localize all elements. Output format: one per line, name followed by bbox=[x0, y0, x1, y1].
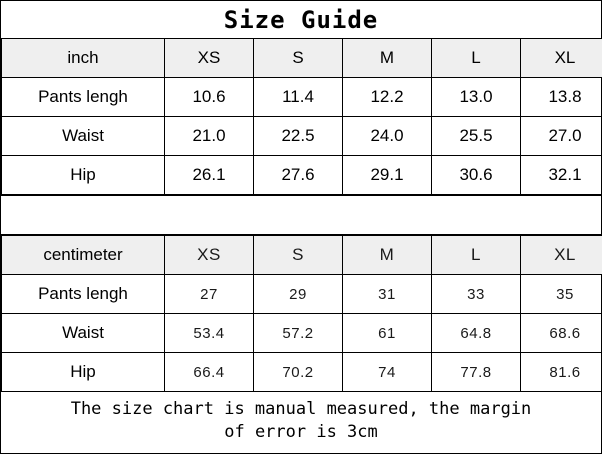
cell-value: 25.5 bbox=[432, 117, 521, 156]
cell-value: 11.4 bbox=[254, 78, 343, 117]
row-label: Waist bbox=[2, 117, 165, 156]
cell-value: 53.4 bbox=[165, 314, 254, 353]
measurement-disclaimer bbox=[1, 392, 601, 444]
cell-value: 24.0 bbox=[343, 117, 432, 156]
cell-value: 22.5 bbox=[254, 117, 343, 156]
column-header-xl: XL bbox=[521, 39, 602, 78]
column-header-s: S bbox=[254, 39, 343, 78]
disclaimer-line-1: The size chart is manual measured, the margin bbox=[70, 399, 532, 419]
row-label: Pants lengh bbox=[2, 275, 165, 314]
table-row bbox=[2, 353, 602, 392]
column-header-s: S bbox=[254, 236, 343, 275]
page-title: Size Guide bbox=[223, 6, 379, 34]
disclaimer-line-2: of error is 3cm bbox=[224, 421, 378, 442]
cell-value: 10.6 bbox=[165, 78, 254, 117]
column-header-unit: centimeter bbox=[2, 236, 165, 275]
cell-value: 12.2 bbox=[343, 78, 432, 117]
table-row bbox=[2, 275, 602, 314]
table-header-row bbox=[2, 39, 602, 78]
row-label: Hip bbox=[2, 353, 165, 392]
cell-value: 13.0 bbox=[432, 78, 521, 117]
table-row bbox=[2, 117, 602, 156]
cell-value: 77.8 bbox=[432, 353, 521, 392]
column-header-m: M bbox=[343, 236, 432, 275]
column-header-l: L bbox=[432, 236, 521, 275]
cell-value: 61 bbox=[343, 314, 432, 353]
cell-value: 27.0 bbox=[521, 117, 602, 156]
cell-value: 64.8 bbox=[432, 314, 521, 353]
cell-value: 29 bbox=[254, 275, 343, 314]
column-header-xl: XL bbox=[521, 236, 602, 275]
column-header-xs: XS bbox=[165, 39, 254, 78]
cell-value: 30.6 bbox=[432, 156, 521, 195]
cell-value: 35 bbox=[521, 275, 602, 314]
cell-value: 26.1 bbox=[165, 156, 254, 195]
inch-size-table bbox=[1, 38, 602, 195]
column-header-xs: XS bbox=[165, 236, 254, 275]
centimeter-size-table bbox=[1, 235, 602, 392]
row-label: Pants lengh bbox=[2, 78, 165, 117]
table-row bbox=[2, 156, 602, 195]
table-separator bbox=[1, 195, 601, 235]
cell-value: 32.1 bbox=[521, 156, 602, 195]
column-header-unit: inch bbox=[2, 39, 165, 78]
cell-value: 74 bbox=[343, 353, 432, 392]
row-label: Waist bbox=[2, 314, 165, 353]
cell-value: 13.8 bbox=[521, 78, 602, 117]
table-row bbox=[2, 314, 602, 353]
cell-value: 66.4 bbox=[165, 353, 254, 392]
cell-value: 29.1 bbox=[343, 156, 432, 195]
cell-value: 27.6 bbox=[254, 156, 343, 195]
cell-value: 31 bbox=[343, 275, 432, 314]
cell-value: 57.2 bbox=[254, 314, 343, 353]
table-header-row bbox=[2, 236, 602, 275]
column-header-l: L bbox=[432, 39, 521, 78]
cell-value: 21.0 bbox=[165, 117, 254, 156]
row-label: Hip bbox=[2, 156, 165, 195]
table-row bbox=[2, 78, 602, 117]
cell-value: 27 bbox=[165, 275, 254, 314]
cell-value: 70.2 bbox=[254, 353, 343, 392]
cell-value: 33 bbox=[432, 275, 521, 314]
column-header-m: M bbox=[343, 39, 432, 78]
cell-value: 68.6 bbox=[521, 314, 602, 353]
cell-value: 81.6 bbox=[521, 353, 602, 392]
